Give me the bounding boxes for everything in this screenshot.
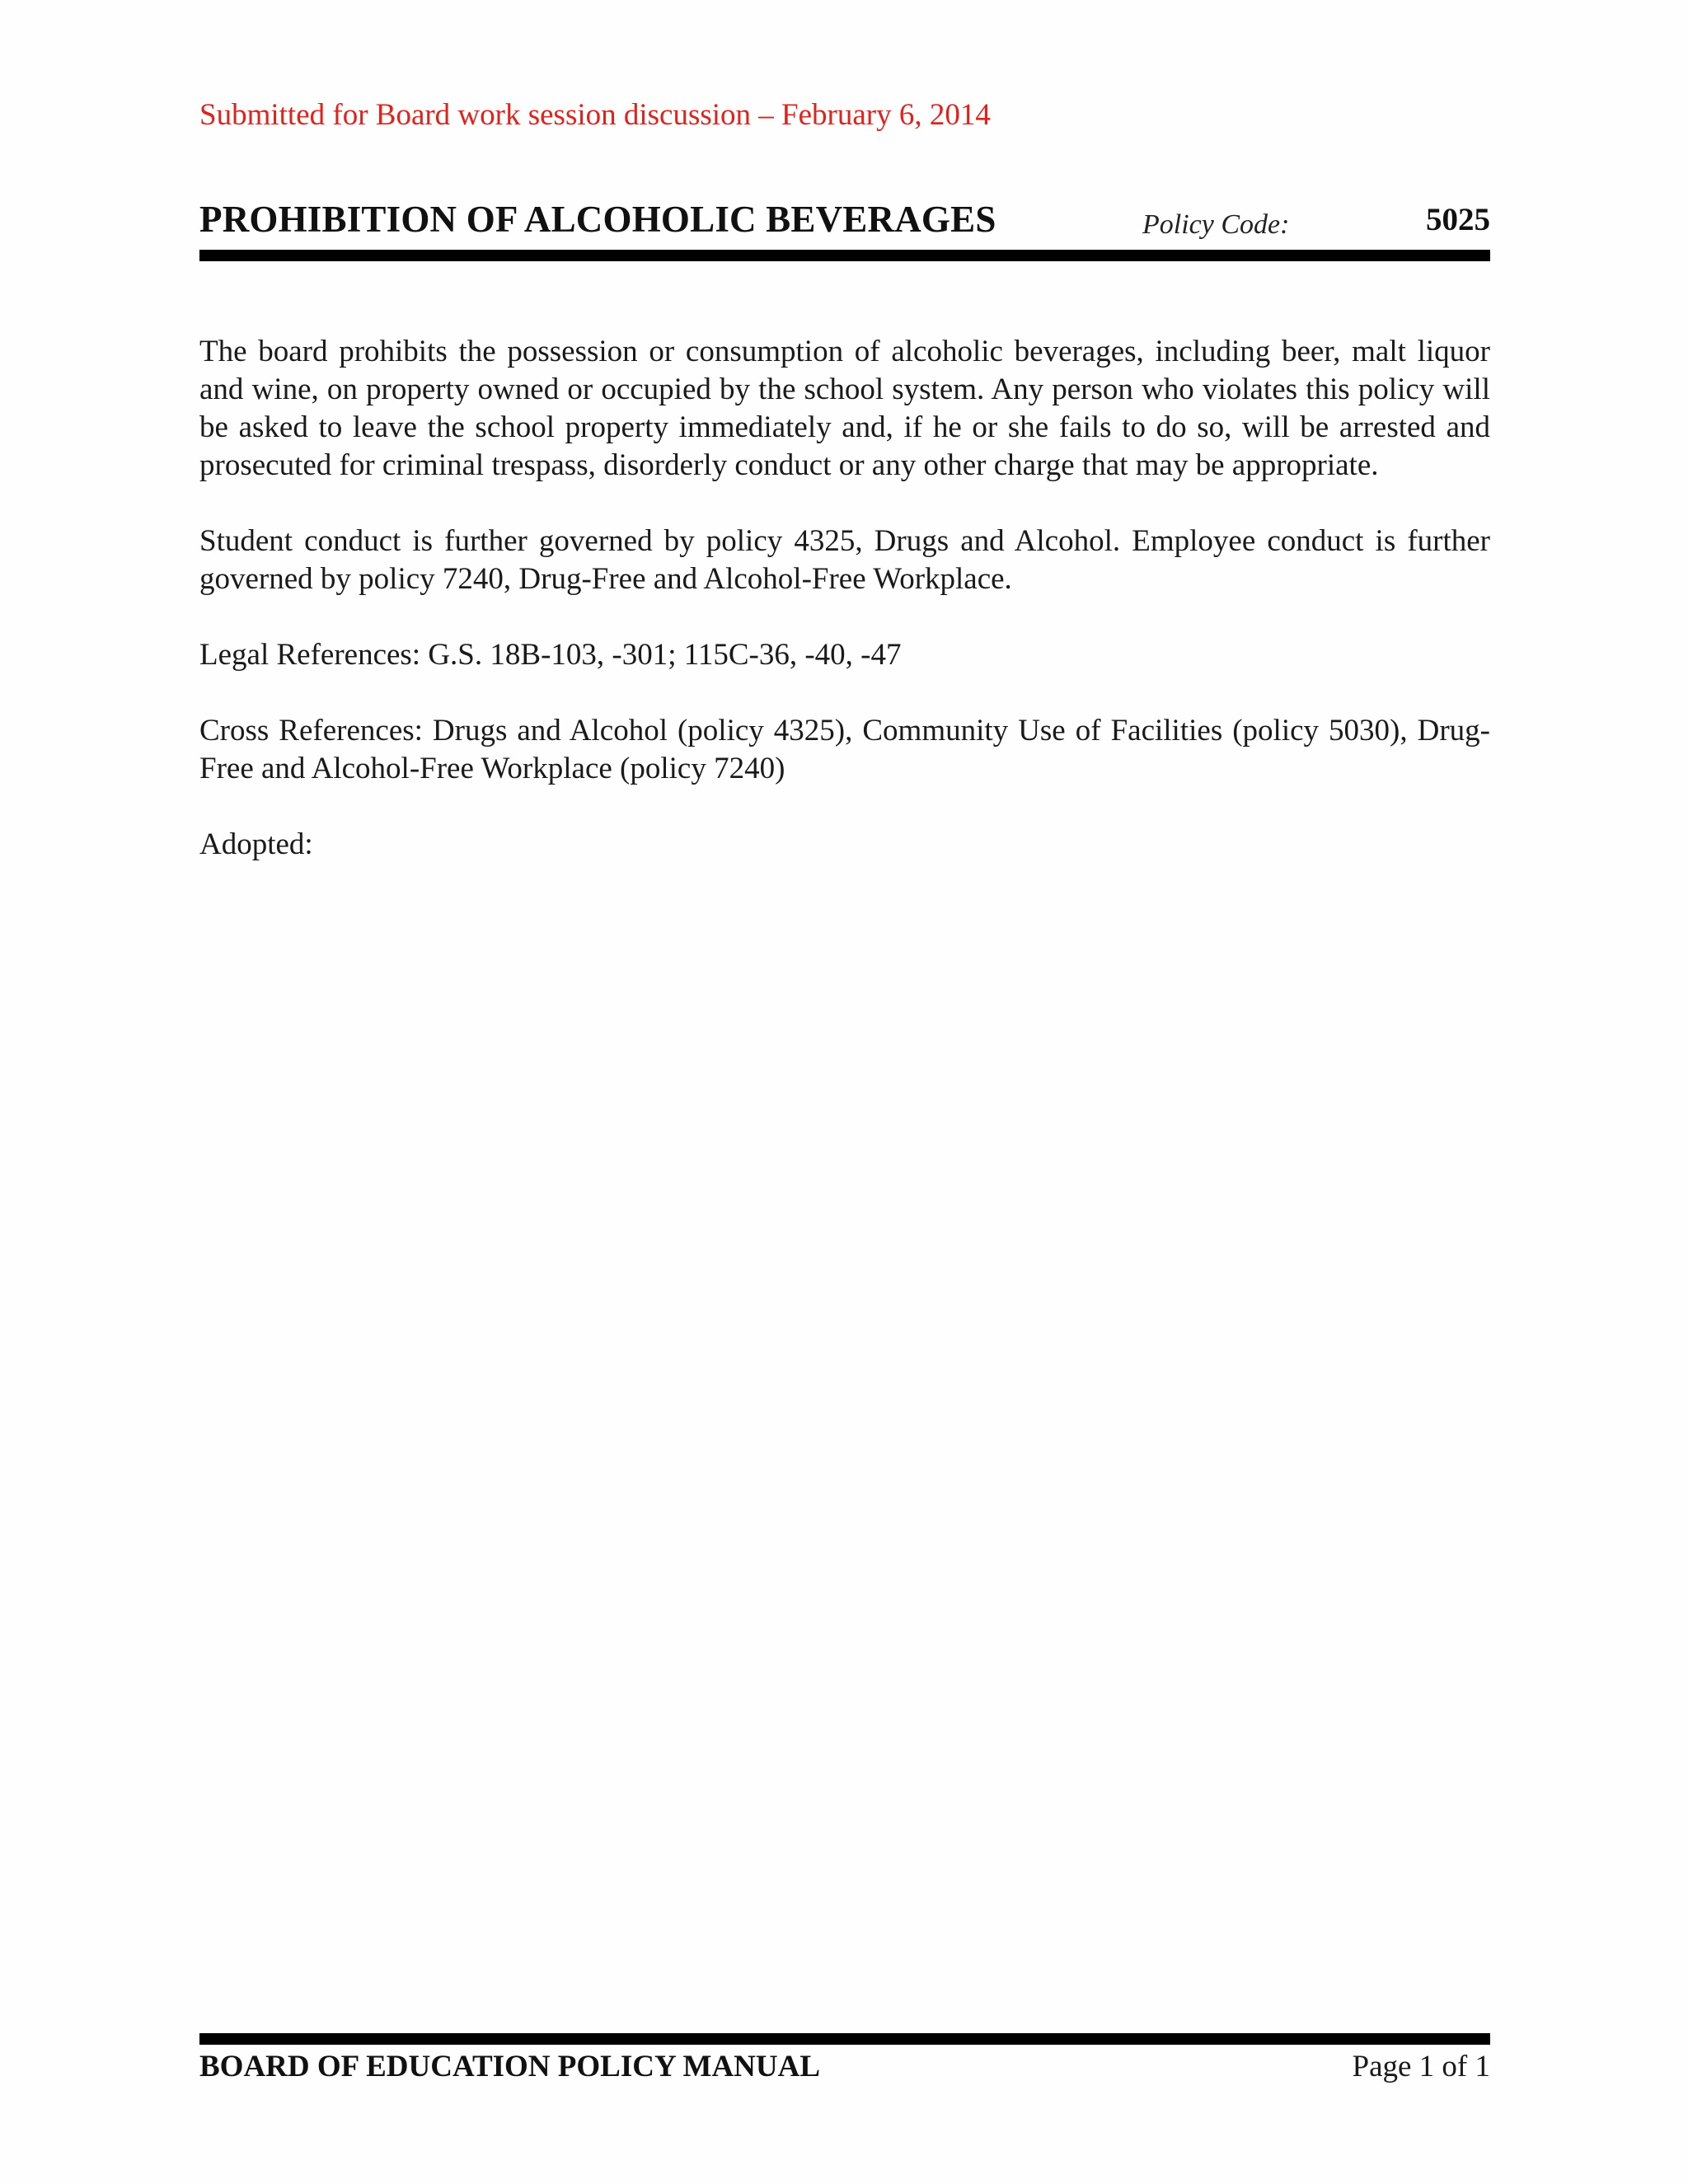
header-divider — [199, 250, 1490, 261]
page-indicator: Page 1 of 1 — [1352, 2050, 1490, 2083]
adopted-line: Adopted: — [199, 827, 313, 861]
manual-title: BOARD OF EDUCATION POLICY MANUAL — [199, 2050, 821, 2083]
policy-code-value: 5025 — [1426, 202, 1490, 237]
submission-notice: Submitted for Board work session discussion – February 6, 2014 — [199, 98, 991, 132]
policy-header — [199, 198, 1490, 247]
policy-paragraph-2: Student conduct is further governed by policy 4325, Drugs and Alcohol. Employee conduct is further governed by policy 7240, Drug-Free and Alcohol-Free Workplace. — [199, 524, 1490, 596]
policy-code-label: Policy Code: — [1142, 209, 1290, 240]
policy-paragraph-1: The board prohibits the possession or consumption of alcoholic beverages, including beer, malt liquor and wine, on property owned or occupied by the school system. Any person who violates this policy will be asked to leave the school property immediately and, if he or she fails to do so, will be arrested and prosecuted for criminal trespass, disorderly conduct or any other charge that may be appropriate. — [199, 335, 1490, 482]
policy-body — [199, 333, 1490, 902]
cross-references: Cross References: Drugs and Alcohol (policy 4325), Community Use of Facilities (policy 5030), Drug-Free and Alcohol-Free Workplace (policy 7240) — [199, 714, 1490, 785]
legal-references: Legal References: G.S. 18B-103, -301; 115C-36, -40, -47 — [199, 638, 902, 672]
policy-title: PROHIBITION OF ALCOHOLIC BEVERAGES — [199, 199, 996, 240]
footer-divider — [199, 2033, 1490, 2045]
